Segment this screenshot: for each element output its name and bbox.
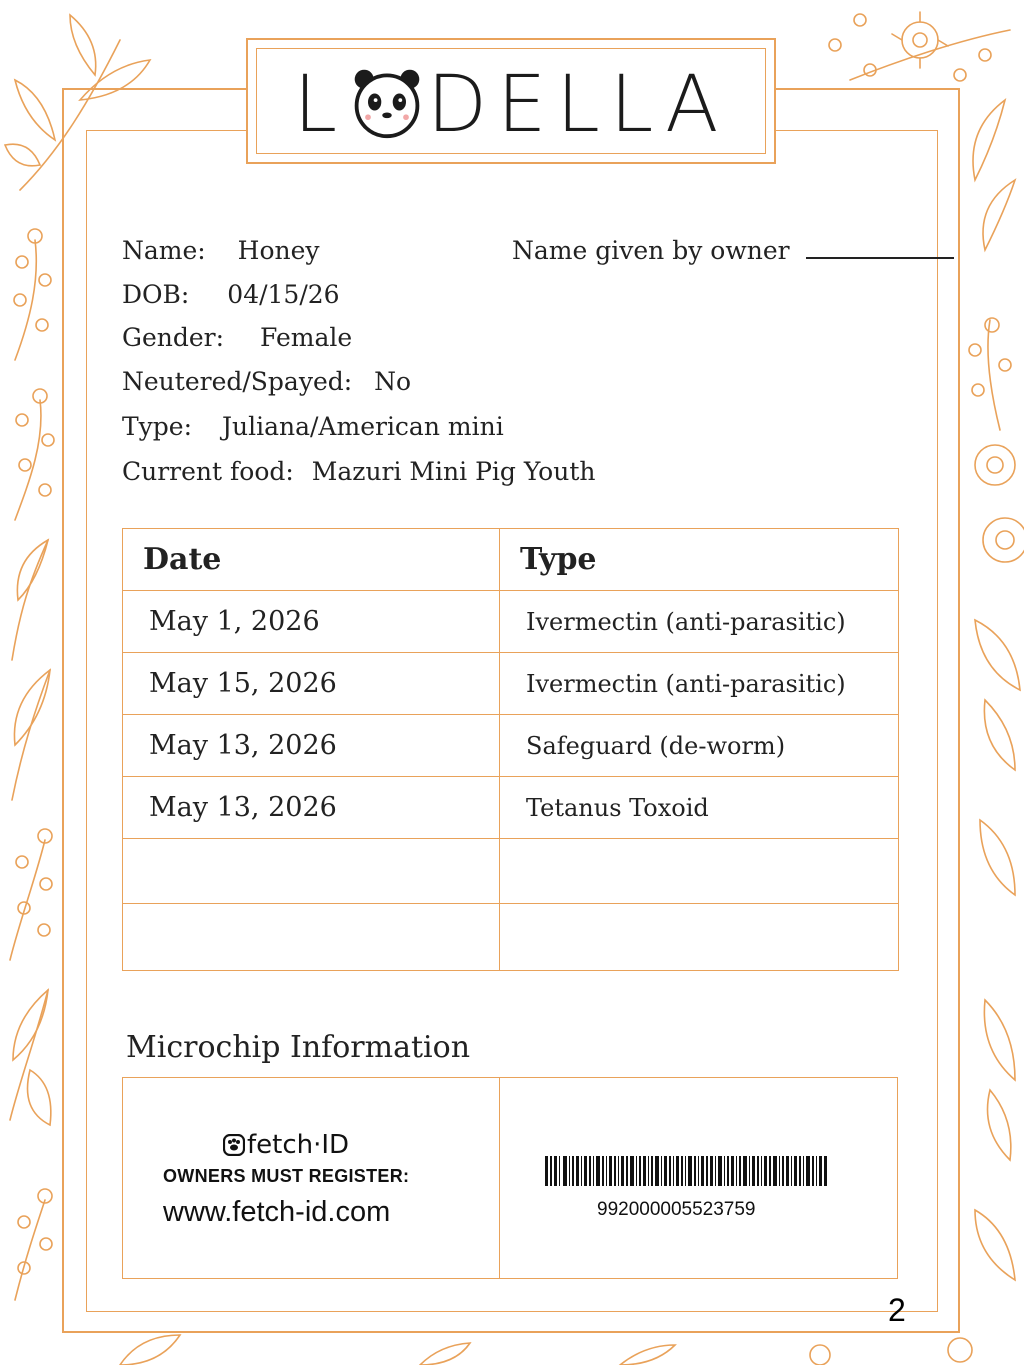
table-row-empty[interactable] bbox=[123, 839, 899, 904]
dob-field bbox=[122, 280, 340, 309]
food-field bbox=[122, 457, 595, 486]
type-cell: Ivermectin (anti-parasitic) bbox=[500, 591, 899, 653]
dob-value: 04/15/26 bbox=[227, 280, 340, 309]
name-label: Name: bbox=[122, 236, 206, 265]
type-field bbox=[122, 412, 504, 441]
table-header-row bbox=[123, 529, 899, 591]
microchip-divider bbox=[499, 1078, 500, 1278]
type-cell[interactable] bbox=[500, 839, 899, 904]
table-row bbox=[123, 715, 899, 777]
brand-logo: L DELLA bbox=[293, 60, 729, 150]
table-row bbox=[123, 591, 899, 653]
type-cell: Safeguard (de-worm) bbox=[500, 715, 899, 777]
fetch-id-logo bbox=[223, 1130, 349, 1160]
type-cell: Ivermectin (anti-parasitic) bbox=[500, 653, 899, 715]
name-value: Honey bbox=[237, 236, 320, 265]
barcode-icon bbox=[545, 1156, 827, 1186]
microchip-title: Microchip Information bbox=[126, 1030, 471, 1065]
paw-icon bbox=[223, 1134, 245, 1156]
table-row-empty[interactable] bbox=[123, 904, 899, 971]
register-website-link[interactable]: www.fetch-id.com bbox=[163, 1196, 391, 1228]
type-column-header: Type bbox=[500, 529, 899, 591]
neutered-field bbox=[122, 367, 411, 396]
neutered-label: Neutered/Spayed: bbox=[122, 367, 353, 396]
food-value: Mazuri Mini Pig Youth bbox=[311, 457, 596, 486]
date-cell: May 1, 2026 bbox=[123, 591, 500, 653]
treatment-table bbox=[122, 528, 899, 971]
date-column-header: Date bbox=[123, 529, 500, 591]
fetch-id-wordmark: fetch·ID bbox=[247, 1130, 350, 1160]
type-cell[interactable] bbox=[500, 904, 899, 971]
owner-name-field[interactable] bbox=[512, 236, 954, 265]
panda-icon bbox=[349, 62, 425, 142]
date-cell[interactable] bbox=[123, 839, 500, 904]
page-number: 2 bbox=[888, 1292, 906, 1328]
table-row bbox=[123, 777, 899, 839]
owner-name-blank[interactable] bbox=[806, 239, 954, 259]
logo-banner bbox=[246, 38, 776, 164]
food-label: Current food: bbox=[122, 457, 294, 486]
owner-name-label: Name given by owner bbox=[512, 236, 790, 265]
date-cell: May 13, 2026 bbox=[123, 715, 500, 777]
table-row bbox=[123, 653, 899, 715]
gender-field bbox=[122, 323, 352, 352]
type-value: Juliana/American mini bbox=[221, 412, 504, 441]
date-cell: May 15, 2026 bbox=[123, 653, 500, 715]
dob-label: DOB: bbox=[122, 280, 190, 309]
chip-number: 992000005523759 bbox=[597, 1199, 756, 1220]
name-field bbox=[122, 236, 320, 265]
gender-value: Female bbox=[260, 323, 353, 352]
date-cell[interactable] bbox=[123, 904, 500, 971]
register-notice: OWNERS MUST REGISTER: bbox=[163, 1166, 410, 1186]
microchip-box bbox=[122, 1077, 898, 1279]
gender-label: Gender: bbox=[122, 323, 225, 352]
neutered-value: No bbox=[374, 367, 412, 396]
type-label: Type: bbox=[122, 412, 193, 441]
type-cell: Tetanus Toxoid bbox=[500, 777, 899, 839]
date-cell: May 13, 2026 bbox=[123, 777, 500, 839]
